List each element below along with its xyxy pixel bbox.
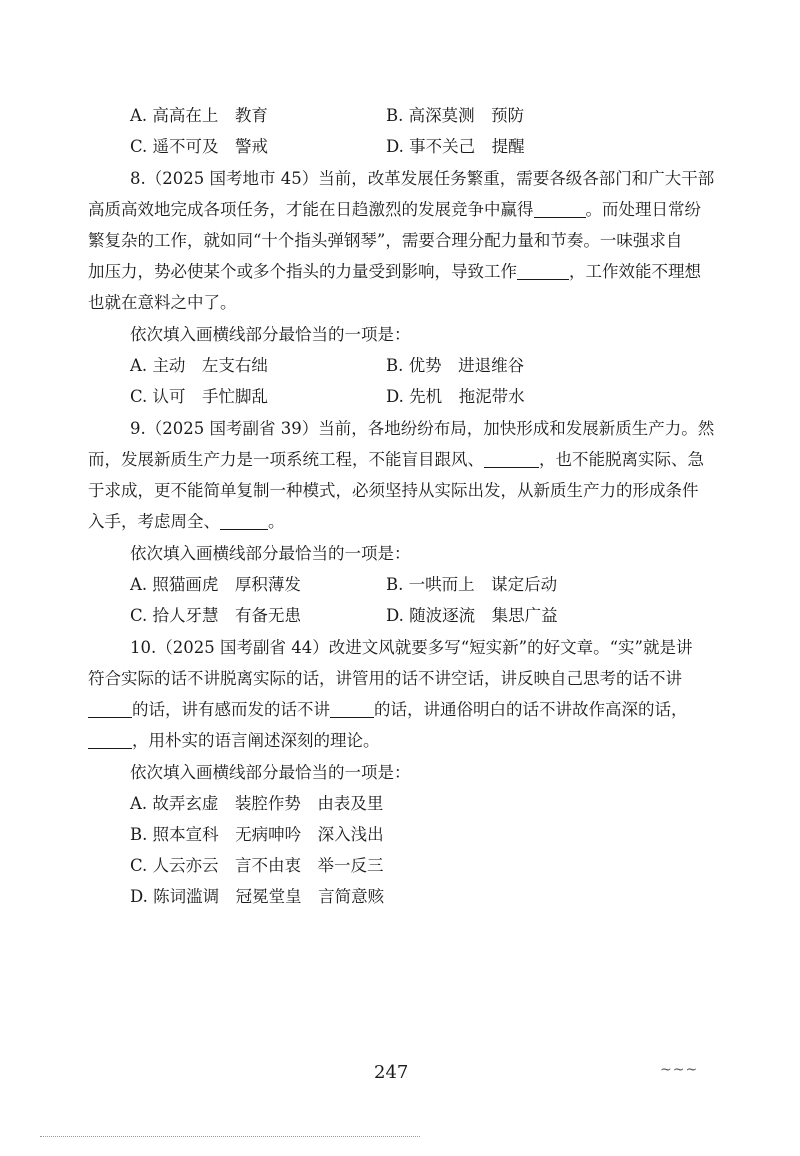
q8-option-d: D. 先机 拖泥带水 <box>386 387 525 406</box>
q10-text: 的话，讲有感而发的话不讲 <box>132 700 330 719</box>
q9-blank-1 <box>484 451 539 469</box>
q9-text: 而，发展新质生产力是一项系统工程，不能盲目跟风、 <box>88 450 484 469</box>
q8-option-b: B. 优势 进退维谷 <box>386 356 525 375</box>
q10-blank-1 <box>88 701 132 719</box>
q10-prompt: 依次填入画横线部分最恰当的一项是： <box>130 763 411 782</box>
q8-stem-line-5: 也就在意料之中了。 <box>88 293 237 312</box>
q7-option-a: A. 高高在上 教育 <box>130 106 268 125</box>
q8-blank-1 <box>534 201 586 219</box>
q8-text: 。而处理日常纷 <box>585 200 701 219</box>
q10-stem-line-2: 符合实际的话不讲脱离实际的话，讲管用的话不讲空话，讲反映自己思考的话不讲 <box>88 669 682 688</box>
q10-stem-line-4 <box>88 727 380 751</box>
q9-blank-2 <box>220 513 268 531</box>
q10-option-b: B. 照本宣科 无病呻吟 深入浅出 <box>130 825 384 844</box>
q9-stem-line-4 <box>88 508 285 532</box>
q8-option-c: C. 认可 手忙脚乱 <box>130 387 269 406</box>
q10-blank-3 <box>88 732 132 750</box>
q7-option-c: C. 遥不可及 警戒 <box>130 137 269 156</box>
q9-prompt: 依次填入画横线部分最恰当的一项是： <box>130 544 411 563</box>
scan-artifact-divider <box>40 1134 420 1137</box>
bleed-through-page-number: ~~~ <box>660 1062 699 1078</box>
q9-option-c: C. 拾人牙慧 有备无患 <box>130 606 302 625</box>
q9-stem-line-3: 于求成，更不能简单复制一种模式，必须坚持从实际出发，从新质生产力的形成条件 <box>88 481 699 500</box>
q8-text: ，工作效能不理想 <box>569 262 701 281</box>
q10-text: ，用朴实的语言阐述深刻的理论。 <box>132 731 380 750</box>
q9-text: ，也不能脱离实际、急 <box>539 450 704 469</box>
page-number: 247 <box>374 1062 409 1083</box>
q9-stem-line-1: 9.（2025 国考副省 39）当前，各地纷纷布局，加快形成和发展新质生产力。然 <box>130 419 715 438</box>
q10-stem-line-1: 10.（2025 国考副省 44）改进文风就要多写“短实新”的好文章。“实”就是讲 <box>130 638 693 657</box>
q10-stem-line-3 <box>88 696 688 720</box>
q10-text: 的话，讲通俗明白的话不讲故作高深的话， <box>374 700 688 719</box>
q10-option-a: A. 故弄玄虚 装腔作势 由表及里 <box>130 794 384 813</box>
q10-option-d: D. 陈词滥调 冠冕堂皇 言简意赅 <box>130 887 385 906</box>
q8-text: 加压力，势必使某个或多个指头的力量受到影响，导致工作 <box>88 262 517 281</box>
q10-option-c: C. 人云亦云 言不由衷 举一反三 <box>130 856 384 875</box>
q8-stem-line-1: 8.（2025 国考地市 45）当前，改革发展任务繁重，需要各级各部门和广大干部 <box>130 169 715 188</box>
q8-stem-line-2 <box>88 196 701 220</box>
q9-text: 入手，考虑周全、 <box>88 512 220 531</box>
q8-stem-line-4 <box>88 258 701 282</box>
q9-text: 。 <box>268 512 285 531</box>
q8-prompt: 依次填入画横线部分最恰当的一项是： <box>130 325 411 344</box>
q10-blank-2 <box>330 701 374 719</box>
q8-stem-line-3: 繁复杂的工作，就如同“十个指头弹钢琴”，需要合理分配力量和节奏。一味强求自 <box>88 231 683 250</box>
q9-option-a: A. 照猫画虎 厚积薄发 <box>130 575 301 594</box>
q8-blank-2 <box>517 263 569 281</box>
q9-stem-line-2 <box>88 446 704 470</box>
q7-option-b: B. 高深莫测 预防 <box>386 106 525 125</box>
q8-text: 高质高效地完成各项任务，才能在日趋激烈的发展竞争中赢得 <box>88 200 534 219</box>
q7-option-d: D. 事不关己 提醒 <box>386 137 525 156</box>
q8-option-a: A. 主动 左支右绌 <box>130 356 268 375</box>
q9-option-d: D. 随波逐流 集思广益 <box>386 606 558 625</box>
q9-option-b: B. 一哄而上 谋定后动 <box>386 575 558 594</box>
